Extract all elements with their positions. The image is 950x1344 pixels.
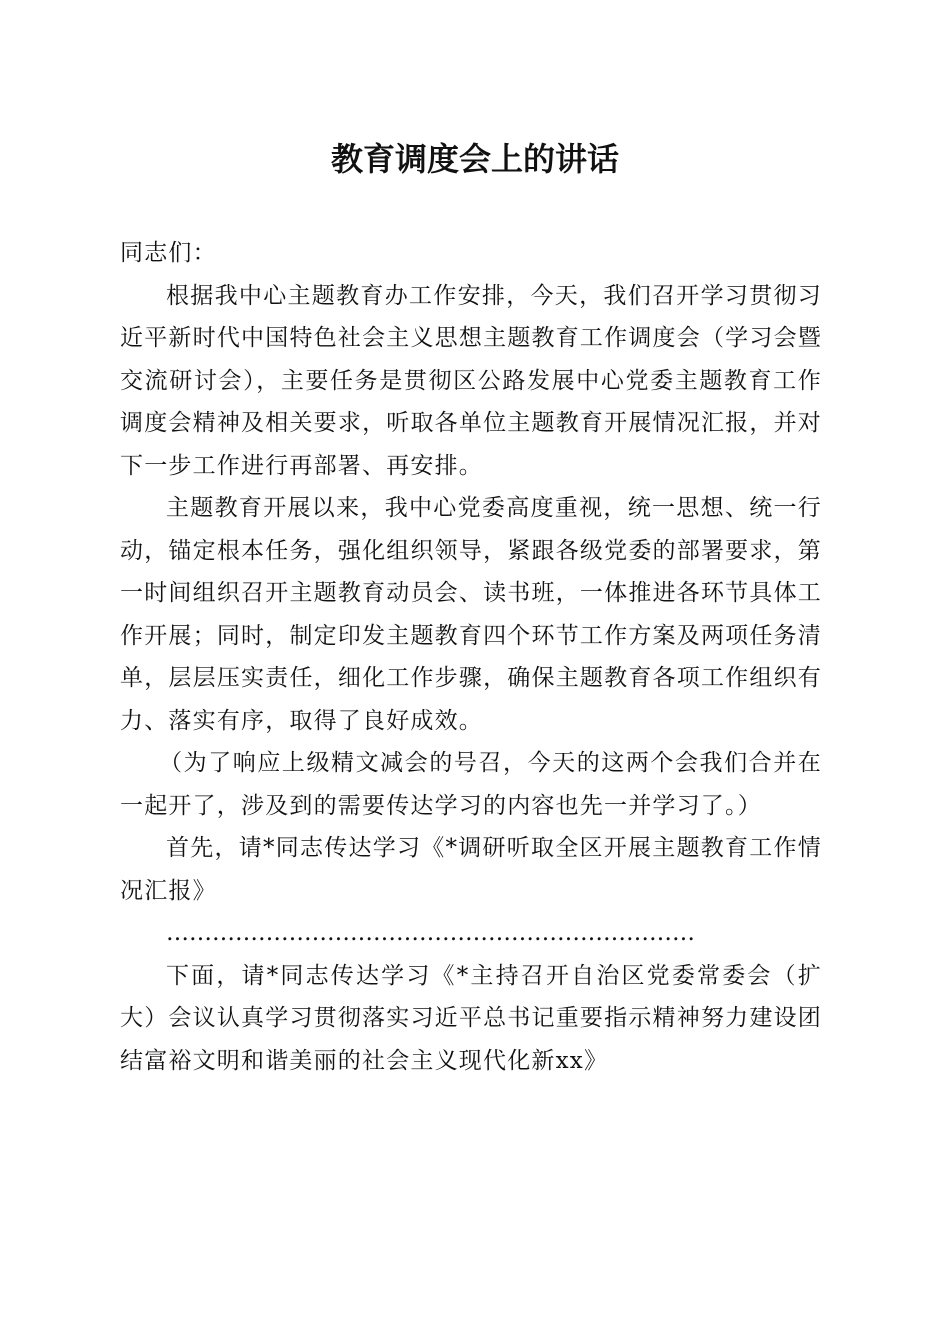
paragraph-intro: 根据我中心主题教育办工作安排，今天，我们召开学习贯彻习近平新时代中国特色社会主义思想主题教育工作调度会（学习会暨交流研讨会），主要任务是贯彻区公路发展中心党委主题教育工作调度会精神及相关要求，听取各单位主题教育开展情况汇报，并对下一步工作进行再部署、再安排。: [120, 282, 822, 479]
separator-dots: ……………………………………………………………: [166, 920, 695, 946]
paragraph-note: （为了响应上级精文减会的号召，今天的这两个会我们合并在一起开了，涉及到的需要传达学习的内容也先一并学习了。）: [120, 750, 822, 819]
paragraph-progress: 主题教育开展以来，我中心党委高度重视，统一思想、统一行动，锚定根本任务，强化组织领导，紧跟各级党委的部署要求，第一时间组织召开主题教育动员会、读书班，一体推进各环节具体工作开展；同时，制定印发主题教育四个环节工作方案及两项任务清单，层层压实责任，细化工作步骤，确保主题教育各项工作组织有力、落实有序，取得了良好成效。: [120, 495, 822, 734]
paragraph-second-item: 下面，请*同志传达学习《*主持召开自治区党委常委会（扩大）会议认真学习贯彻落实习近平总书记重要指示精神努力建设团结富裕文明和谐美丽的社会主义现代化新xx》: [120, 962, 822, 1074]
salutation: 同志们：: [120, 240, 217, 266]
document-title: 教育调度会上的讲话: [330, 140, 619, 178]
document-body: [120, 232, 822, 1082]
paragraph-first-item: 首先，请*同志传达学习《*调研听取全区开展主题教育工作情况汇报》: [120, 835, 822, 904]
